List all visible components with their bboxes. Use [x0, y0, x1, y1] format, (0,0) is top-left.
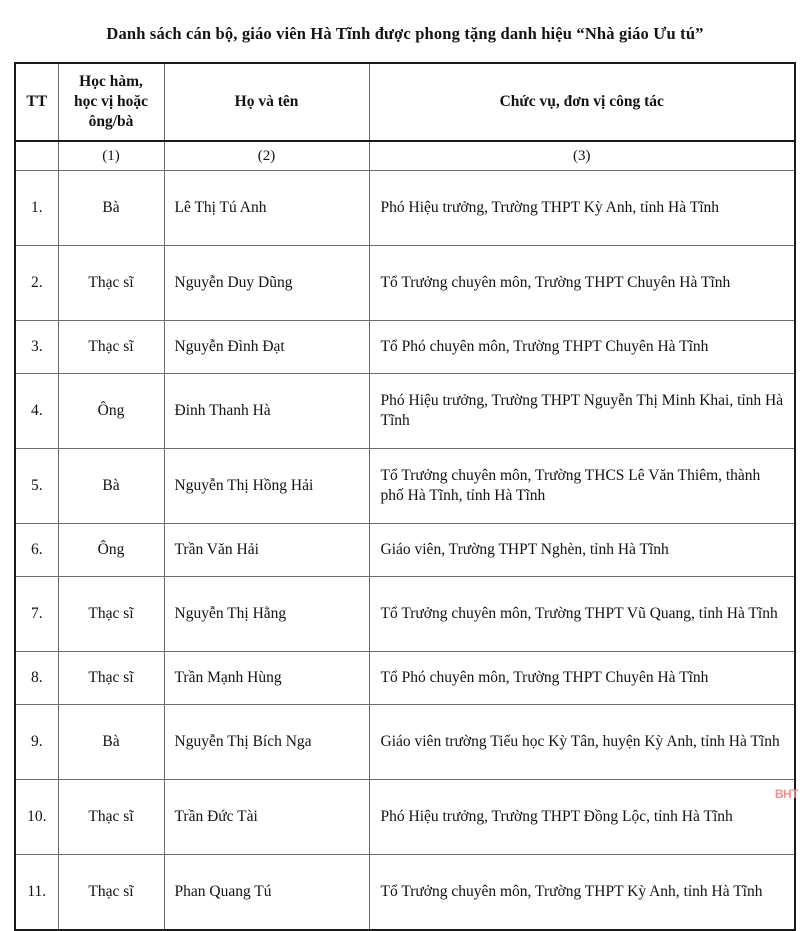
- cell-name: Nguyễn Đình Đạt: [164, 321, 369, 374]
- column-header-qualification-line2: học vị hoặc: [73, 93, 149, 111]
- cell-position: Giáo viên, Trường THPT Nghèn, tỉnh Hà Tĩnh: [369, 524, 795, 577]
- honorees-table: [14, 62, 796, 931]
- cell-name: Nguyễn Duy Dũng: [164, 246, 369, 321]
- table-row: [15, 652, 795, 705]
- table-row: [15, 321, 795, 374]
- watermark: BHT: [774, 787, 798, 801]
- cell-tt: 10.: [15, 780, 58, 855]
- cell-name: Lê Thị Tú Anh: [164, 171, 369, 246]
- cell-tt: 8.: [15, 652, 58, 705]
- column-header-qualification: [58, 63, 164, 141]
- cell-position: Tổ Phó chuyên môn, Trường THPT Chuyên Hà Tĩnh: [369, 652, 795, 705]
- page-title: Danh sách cán bộ, giáo viên Hà Tĩnh được phong tặng danh hiệu “Nhà giáo Ưu tú”: [106, 24, 704, 43]
- cell-position: Giáo viên trường Tiểu học Kỳ Tân, huyện Kỳ Anh, tỉnh Hà Tĩnh: [369, 705, 795, 780]
- cell-position: Tổ Trưởng chuyên môn, Trường THCS Lê Văn Thiêm, thành phố Hà Tĩnh, tỉnh Hà Tĩnh: [369, 449, 795, 524]
- cell-tt: 6.: [15, 524, 58, 577]
- cell-qualification: Bà: [58, 171, 164, 246]
- cell-name: Trần Đức Tài: [164, 780, 369, 855]
- cell-qualification: Bà: [58, 449, 164, 524]
- table-row: [15, 524, 795, 577]
- cell-qualification: Thạc sĩ: [58, 577, 164, 652]
- cell-qualification: Thạc sĩ: [58, 246, 164, 321]
- cell-qualification: Ông: [58, 524, 164, 577]
- table-row: [15, 449, 795, 524]
- table-header: [15, 63, 795, 171]
- cell-tt: 2.: [15, 246, 58, 321]
- cell-name: Trần Văn Hải: [164, 524, 369, 577]
- cell-name: Trần Mạnh Hùng: [164, 652, 369, 705]
- table-container: [14, 62, 794, 931]
- cell-qualification: Thạc sĩ: [58, 652, 164, 705]
- column-header-tt: TT: [15, 63, 58, 141]
- cell-tt: 3.: [15, 321, 58, 374]
- table-row: [15, 705, 795, 780]
- cell-tt: 1.: [15, 171, 58, 246]
- column-header-position: Chức vụ, đơn vị công tác: [369, 63, 795, 141]
- cell-position: Tổ Trưởng chuyên môn, Trường THPT Chuyên Hà Tĩnh: [369, 246, 795, 321]
- cell-qualification: Thạc sĩ: [58, 321, 164, 374]
- column-header-qualification-line1: Học hàm,: [79, 73, 143, 90]
- column-header-name: Họ và tên: [164, 63, 369, 141]
- cell-position: Tổ Phó chuyên môn, Trường THPT Chuyên Hà Tĩnh: [369, 321, 795, 374]
- table-row: [15, 780, 795, 855]
- cell-name: Nguyễn Thị Hằng: [164, 577, 369, 652]
- table-row: [15, 246, 795, 321]
- cell-qualification: Bà: [58, 705, 164, 780]
- table-row: [15, 855, 795, 931]
- cell-name: Nguyễn Thị Hồng Hải: [164, 449, 369, 524]
- column-header-qualification-line3: ông/bà: [88, 113, 134, 131]
- cell-tt: 5.: [15, 449, 58, 524]
- column-number-row: [15, 141, 795, 171]
- cell-qualification: Thạc sĩ: [58, 780, 164, 855]
- cell-position: Phó Hiệu trưởng, Trường THPT Nguyễn Thị Minh Khai, tỉnh Hà Tĩnh: [369, 374, 795, 449]
- cell-tt: 9.: [15, 705, 58, 780]
- cell-qualification: Thạc sĩ: [58, 855, 164, 931]
- table-row: [15, 577, 795, 652]
- cell-position: Tổ Trưởng chuyên môn, Trường THPT Vũ Quang, tỉnh Hà Tĩnh: [369, 577, 795, 652]
- table-row: [15, 171, 795, 246]
- cell-position: Phó Hiệu trưởng, Trường THPT Kỳ Anh, tỉnh Hà Tĩnh: [369, 171, 795, 246]
- cell-tt: 11.: [15, 855, 58, 931]
- table-row: [15, 374, 795, 449]
- cell-name: Đinh Thanh Hà: [164, 374, 369, 449]
- cell-name: Nguyễn Thị Bích Nga: [164, 705, 369, 780]
- cell-tt: 7.: [15, 577, 58, 652]
- header-row: [15, 63, 795, 141]
- column-number-tt: [15, 141, 58, 171]
- table-body: [15, 171, 795, 931]
- cell-tt: 4.: [15, 374, 58, 449]
- cell-position: Tổ Trưởng chuyên môn, Trường THPT Kỳ Anh, tỉnh Hà Tĩnh: [369, 855, 795, 931]
- cell-qualification: Ông: [58, 374, 164, 449]
- cell-position: Phó Hiệu trưởng, Trường THPT Đồng Lộc, tỉnh Hà Tĩnh: [369, 780, 795, 855]
- column-number-name: (2): [164, 141, 369, 171]
- column-number-position: (3): [369, 141, 795, 171]
- cell-name: Phan Quang Tú: [164, 855, 369, 931]
- column-number-qualification: (1): [58, 141, 164, 171]
